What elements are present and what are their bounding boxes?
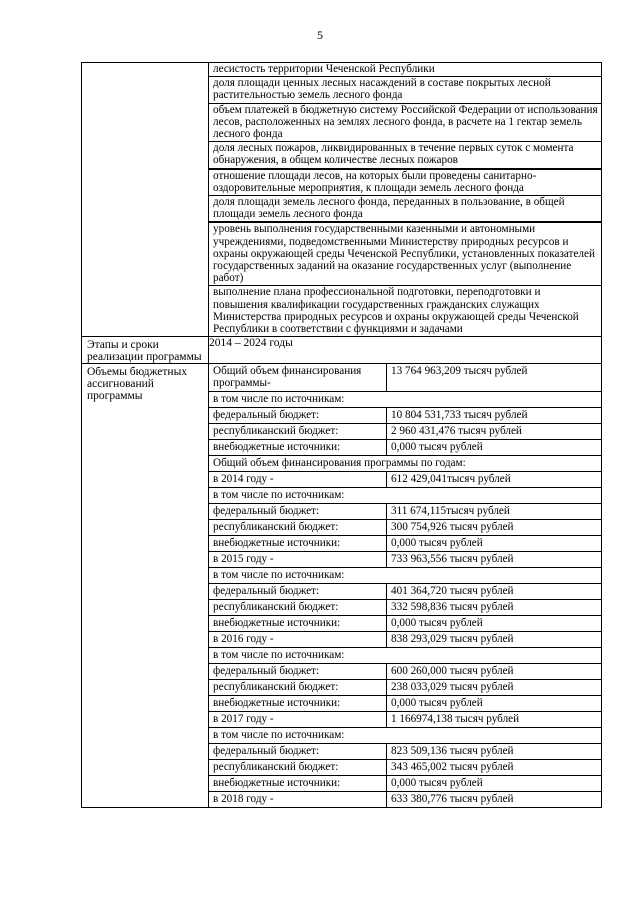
funding-label: Объемы бюджетных ассигнований программы: [82, 364, 209, 808]
source-value: 600 260,000 тысяч рублей: [387, 664, 602, 680]
year-label: в 2016 году -: [209, 632, 387, 648]
source-value: 0,000 тысяч рублей: [387, 440, 602, 456]
year-value: 1 166974,138 тысяч рублей: [387, 712, 602, 728]
table-row: [209, 536, 601, 552]
indicator-item: уровень выполнения государственными казенными и автономными учреждениями, подведомственными Министерству природных ресурсов и охраны окружающей среды Чеченской Республики, установленных показателей государственных заданий на оказание государственных услуг (выполнение работ): [209, 223, 601, 286]
indicators-label-cell: [82, 63, 209, 337]
source-value: 0,000 тысяч рублей: [387, 776, 602, 792]
indicator-item: лесистость территории Чеченской Республики: [209, 63, 601, 77]
source-name: республиканский бюджет:: [209, 680, 387, 696]
table-row: [209, 424, 601, 440]
year-value: 612 429,041тысяч рублей: [387, 472, 602, 488]
funding-table: [209, 364, 601, 807]
by-sources-label: в том числе по источникам:: [209, 488, 601, 504]
source-name: внебюджетные источники:: [209, 616, 387, 632]
table-row: [209, 728, 601, 744]
indicators-cell: [209, 63, 602, 337]
year-value: 633 380,776 тысяч рублей: [387, 792, 602, 808]
table-row: [209, 520, 601, 536]
stages-value: 2014 – 2024 годы: [209, 337, 602, 364]
source-value: 311 674,115тысяч рублей: [387, 504, 602, 520]
stages-label: Этапы и сроки реализации программы: [82, 337, 209, 364]
table-row: [209, 632, 601, 648]
table-row: [209, 792, 601, 808]
source-name: республиканский бюджет:: [209, 600, 387, 616]
source-name: федеральный бюджет:: [209, 664, 387, 680]
source-name: внебюджетные источники:: [209, 536, 387, 552]
source-value: 10 804 531,733 тысяч рублей: [387, 408, 602, 424]
by-years-label: Общий объем финансирования программы по годам:: [209, 456, 601, 472]
source-value: 2 960 431,476 тысяч рублей: [387, 424, 602, 440]
source-name: федеральный бюджет:: [209, 744, 387, 760]
indicator-item: выполнение плана профессиональной подготовки, переподготовки и повышения квалификации государственных гражданских служащих Министерства природных ресурсов и охраны окружающей среды Чеченской Республики в соответствии с функциями и задачами: [213, 286, 579, 336]
table-row: [209, 776, 601, 792]
source-name: федеральный бюджет:: [209, 584, 387, 600]
funding-total-label: Общий объем финансирования программы-: [209, 364, 387, 392]
source-name: внебюджетные источники:: [209, 776, 387, 792]
year-value: 838 293,029 тысяч рублей: [387, 632, 602, 648]
source-name: федеральный бюджет:: [209, 408, 387, 424]
table-row: [209, 392, 601, 408]
source-value: 300 754,926 тысяч рублей: [387, 520, 602, 536]
source-value: 238 033,029 тысяч рублей: [387, 680, 602, 696]
source-name: республиканский бюджет:: [209, 424, 387, 440]
table-row: [209, 712, 601, 728]
table-row: [209, 472, 601, 488]
table-row: [209, 600, 601, 616]
source-name: федеральный бюджет:: [209, 504, 387, 520]
page-number: 5: [317, 28, 323, 42]
table-row: [209, 552, 601, 568]
source-name: республиканский бюджет:: [209, 760, 387, 776]
table-row: [209, 616, 601, 632]
by-sources-label: в том числе по источникам:: [209, 392, 601, 408]
table-row: [209, 648, 601, 664]
stages-row: [82, 337, 602, 364]
year-label: в 2018 году -: [209, 792, 387, 808]
funding-cell: [209, 364, 602, 808]
table-row: [209, 504, 601, 520]
by-sources-label: в том числе по источникам:: [209, 568, 601, 584]
program-passport-table: [81, 62, 602, 808]
year-value: 733 963,556 тысяч рублей: [387, 552, 602, 568]
source-name: внебюджетные источники:: [209, 440, 387, 456]
indicators-row: [82, 63, 602, 337]
table-row: [209, 488, 601, 504]
table-row: [209, 440, 601, 456]
indicator-item: доля площади ценных лесных насаждений в составе покрытых лесной растительностью земель лесного фонда: [209, 77, 601, 103]
table-row: [209, 664, 601, 680]
table-row: [209, 456, 601, 472]
table-row: [209, 760, 601, 776]
table-row: [209, 364, 601, 392]
by-sources-label: в том числе по источникам:: [209, 648, 601, 664]
year-label: в 2014 году -: [209, 472, 387, 488]
source-value: 0,000 тысяч рублей: [387, 696, 602, 712]
indicator-item: доля площади земель лесного фонда, переданных в пользование, в общей площади земель лесного фонда: [209, 196, 601, 223]
source-value: 0,000 тысяч рублей: [387, 616, 602, 632]
source-name: внебюджетные источники:: [209, 696, 387, 712]
year-label: в 2015 году -: [209, 552, 387, 568]
indicator-item: отношение площади лесов, на которых были проведены санитарно-оздоровительные мероприятия, к площади земель лесного фонда: [209, 170, 601, 196]
table-row: [209, 584, 601, 600]
table-row: [209, 680, 601, 696]
table-row: [209, 408, 601, 424]
table-row: [209, 568, 601, 584]
source-value: 401 364,720 тысяч рублей: [387, 584, 602, 600]
source-value: 0,000 тысяч рублей: [387, 536, 602, 552]
source-value: 332 598,836 тысяч рублей: [387, 600, 602, 616]
table-row: [209, 696, 601, 712]
by-sources-label: в том числе по источникам:: [209, 728, 601, 744]
year-label: в 2017 году -: [209, 712, 387, 728]
funding-row: [82, 364, 602, 808]
source-value: 823 509,136 тысяч рублей: [387, 744, 602, 760]
table-row: [209, 744, 601, 760]
indicator-item: доля лесных пожаров, ликвидированных в течение первых суток с момента обнаружения, в общем количестве лесных пожаров: [209, 142, 601, 169]
funding-total-value: 13 764 963,209 тысяч рублей: [387, 364, 602, 392]
source-value: 343 465,002 тысяч рублей: [387, 760, 602, 776]
indicator-item: объем платежей в бюджетную систему Российской Федерации от использования лесов, расположенных на землях лесного фонда, в расчете на 1 гектар земель лесного фонда: [209, 104, 601, 143]
source-name: республиканский бюджет:: [209, 520, 387, 536]
